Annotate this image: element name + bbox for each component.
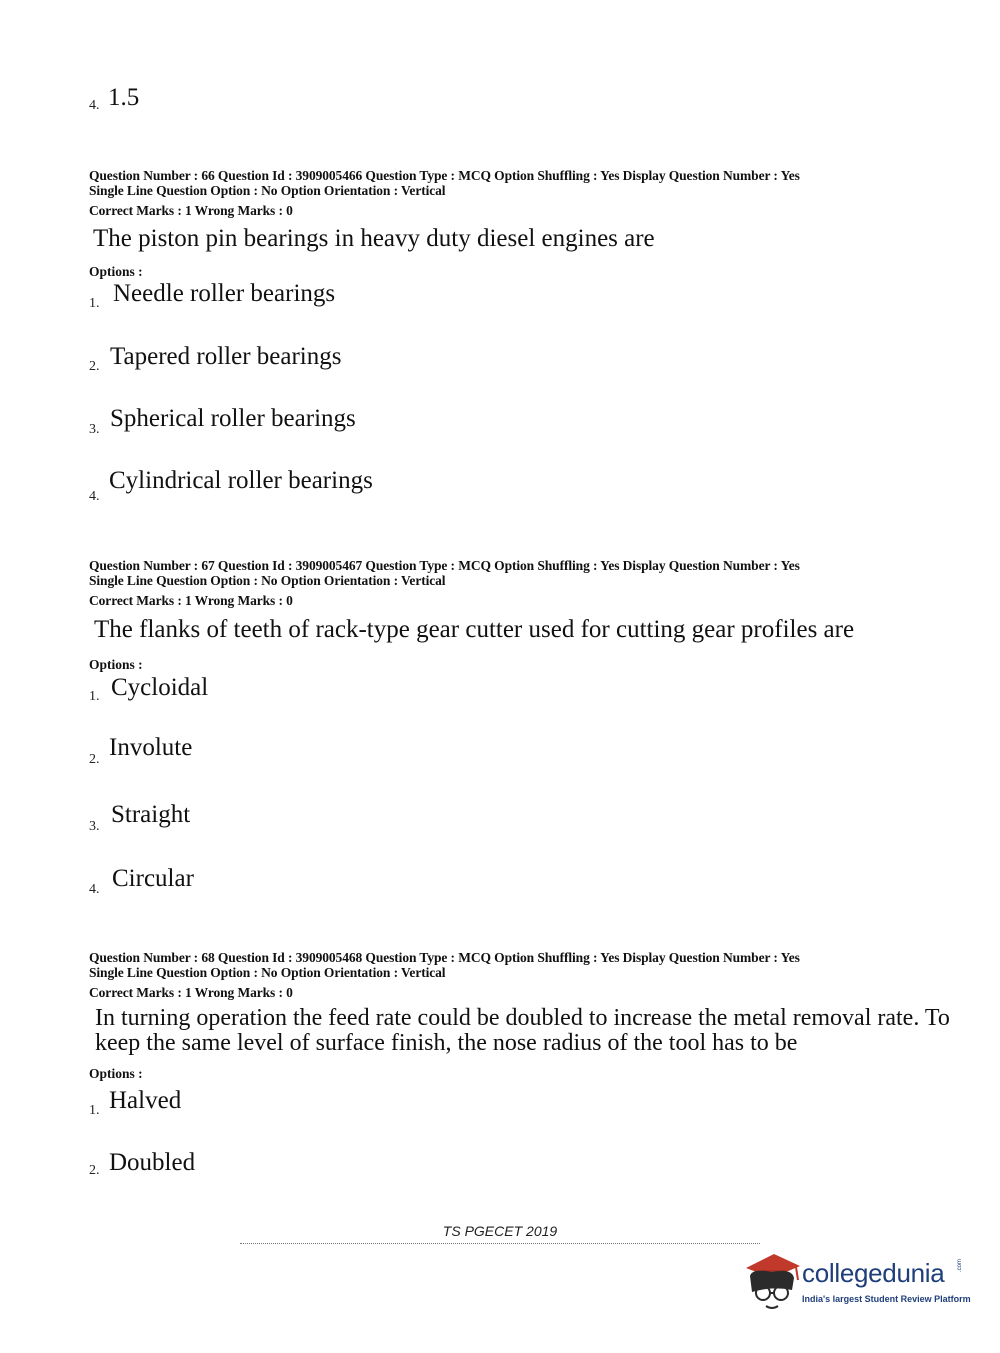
question-meta-line1: Question Number : 68 Question Id : 3909005468 Question Type : MCQ Option Shuffling : Yes Display Question Number : Yes	[89, 950, 800, 965]
question-meta-line1: Question Number : 67 Question Id : 3909005467 Question Type : MCQ Option Shuffling : Yes Display Question Number : Yes	[89, 558, 800, 573]
options-label: Options :	[89, 264, 143, 279]
question-stem: The flanks of teeth of rack-type gear cutter used for cutting gear profiles are	[94, 616, 855, 643]
question-meta-line2: Single Line Question Option : No Option Orientation : Vertical	[89, 183, 446, 198]
option-number: 3.	[89, 422, 100, 437]
option-number: 2.	[89, 359, 100, 374]
collegedunia-logo	[742, 1246, 972, 1316]
logo-wordmark: collegedunia	[802, 1258, 945, 1288]
option-text: Tapered roller bearings	[110, 343, 342, 370]
question-stem-line2: keep the same level of surface finish, the nose radius of the tool has to be	[95, 1030, 798, 1056]
question-stem-line1: In turning operation the feed rate could be doubled to increase the metal removal rate. To	[95, 1005, 950, 1031]
option-text: Spherical roller bearings	[110, 405, 356, 432]
option-number: 1.	[89, 1103, 100, 1118]
option-number: 4.	[89, 489, 100, 504]
footer-dotted-rule	[240, 1243, 760, 1246]
option-text: Halved	[109, 1087, 182, 1114]
question-marks-line: Correct Marks : 1 Wrong Marks : 0	[89, 593, 293, 608]
logo-com: .com	[957, 1258, 963, 1272]
option-text: Doubled	[109, 1149, 196, 1176]
options-label: Options :	[89, 1066, 143, 1081]
option-number: 1.	[89, 689, 100, 704]
question-stem: The piston pin bearings in heavy duty diesel engines are	[93, 225, 655, 252]
option-text: Straight	[111, 801, 191, 828]
option-number: 2.	[89, 1163, 100, 1178]
question-meta-line2: Single Line Question Option : No Option Orientation : Vertical	[89, 573, 446, 588]
question-marks-line: Correct Marks : 1 Wrong Marks : 0	[89, 985, 293, 1000]
option-number: 1.	[89, 296, 100, 311]
question-meta-line1: Question Number : 66 Question Id : 3909005466 Question Type : MCQ Option Shuffling : Yes Display Question Number : Yes	[89, 168, 800, 183]
option-text: Cylindrical roller bearings	[109, 467, 373, 494]
option-text: Circular	[112, 865, 194, 892]
option-text: 1.5	[108, 84, 140, 111]
option-text: Needle roller bearings	[113, 280, 336, 307]
option-number: 3.	[89, 819, 100, 834]
option-text: Involute	[109, 734, 193, 761]
option-number: 4.	[89, 98, 100, 113]
options-label: Options :	[89, 657, 143, 672]
question-meta-line2: Single Line Question Option : No Option Orientation : Vertical	[89, 965, 446, 980]
mascot-icon	[742, 1246, 804, 1314]
option-text: Cycloidal	[111, 674, 209, 701]
option-number: 2.	[89, 752, 100, 767]
question-marks-line: Correct Marks : 1 Wrong Marks : 0	[89, 203, 293, 218]
option-number: 4.	[89, 882, 100, 897]
logo-tagline: India's largest Student Review Platform	[802, 1294, 971, 1304]
exam-footer: TS PGECET 2019	[442, 1223, 558, 1239]
